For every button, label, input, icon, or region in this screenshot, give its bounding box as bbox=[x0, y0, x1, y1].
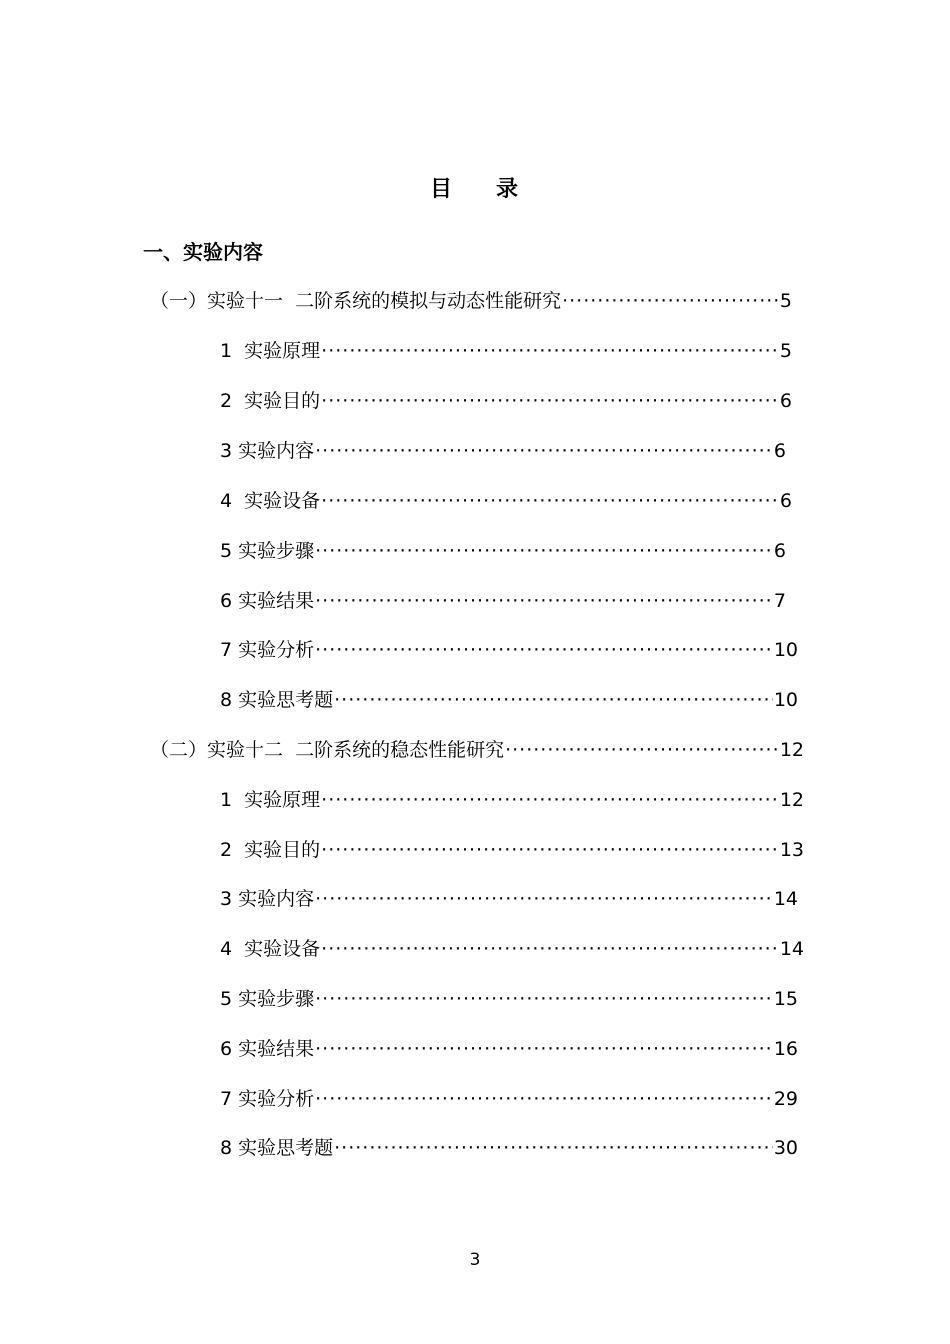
toc-leader bbox=[321, 387, 779, 415]
toc-leader bbox=[315, 885, 773, 913]
toc-leader bbox=[315, 587, 773, 615]
toc-page-number: 6 bbox=[773, 540, 786, 562]
toc-item[interactable] bbox=[220, 487, 792, 515]
toc-leader bbox=[315, 537, 773, 565]
toc-page-number: 16 bbox=[773, 1038, 798, 1060]
toc-item[interactable] bbox=[220, 337, 792, 365]
toc-item-label: 8 实验思考题 bbox=[220, 1137, 334, 1159]
toc-leader bbox=[334, 1134, 773, 1162]
toc-item[interactable] bbox=[220, 985, 798, 1013]
toc-page-number: 12 bbox=[779, 739, 804, 761]
toc-item-label: 7 实验分析 bbox=[220, 639, 315, 661]
toc-title-left: 目 bbox=[429, 177, 454, 202]
toc-leader bbox=[505, 736, 779, 764]
toc-item[interactable] bbox=[220, 587, 786, 615]
toc-item-label: 3 实验内容 bbox=[220, 888, 315, 910]
toc-page-number: 10 bbox=[773, 689, 798, 711]
toc-item-label: 2 实验目的 bbox=[220, 839, 321, 861]
toc-page-number: 5 bbox=[779, 340, 792, 362]
toc-group-label: （二）实验十二 二阶系统的稳态性能研究 bbox=[150, 739, 505, 761]
toc-leader bbox=[321, 487, 779, 515]
toc-item[interactable] bbox=[220, 1134, 798, 1162]
toc-leader bbox=[334, 686, 773, 714]
toc-page-number: 13 bbox=[779, 839, 804, 861]
toc-item-label: 6 实验结果 bbox=[220, 1038, 315, 1060]
toc-item-label: 4 实验设备 bbox=[220, 490, 321, 512]
toc-item-label: 1 实验原理 bbox=[220, 789, 321, 811]
toc-leader bbox=[321, 935, 779, 963]
toc-page-number: 15 bbox=[773, 988, 798, 1010]
toc-item-label: 2 实验目的 bbox=[220, 390, 321, 412]
toc-page-number: 14 bbox=[773, 888, 798, 910]
toc-item[interactable] bbox=[220, 686, 798, 714]
toc-item-label: 5 实验步骤 bbox=[220, 540, 315, 562]
toc-leader bbox=[315, 985, 773, 1013]
toc-page-number: 6 bbox=[779, 390, 792, 412]
toc-item[interactable] bbox=[220, 885, 798, 913]
toc-leader bbox=[315, 1035, 773, 1063]
toc-group-2[interactable] bbox=[150, 736, 804, 764]
toc-title-right: 录 bbox=[496, 177, 521, 202]
toc-item[interactable] bbox=[220, 537, 786, 565]
toc-page-number: 30 bbox=[773, 1137, 798, 1159]
toc-item-label: 8 实验思考题 bbox=[220, 689, 334, 711]
toc-leader bbox=[315, 636, 773, 664]
toc-item[interactable] bbox=[220, 387, 792, 415]
toc-group-1[interactable] bbox=[150, 287, 792, 315]
toc-page-number: 5 bbox=[779, 290, 792, 312]
toc-item[interactable] bbox=[220, 636, 798, 664]
toc-page-number: 6 bbox=[779, 490, 792, 512]
toc-leader bbox=[321, 836, 779, 864]
toc-group-label: （一）实验十一 二阶系统的模拟与动态性能研究 bbox=[150, 290, 562, 312]
toc-item[interactable] bbox=[220, 935, 804, 963]
page-number: 3 bbox=[469, 1250, 481, 1270]
toc-page-number: 10 bbox=[773, 639, 798, 661]
toc-item[interactable] bbox=[220, 1035, 798, 1063]
toc-leader bbox=[321, 786, 779, 814]
toc-item[interactable] bbox=[220, 1085, 798, 1113]
toc-leader bbox=[315, 437, 773, 465]
toc-item-label: 7 实验分析 bbox=[220, 1088, 315, 1110]
toc-page-number: 6 bbox=[773, 440, 786, 462]
toc-item[interactable] bbox=[220, 786, 804, 814]
toc-item-label: 1 实验原理 bbox=[220, 340, 321, 362]
toc-item-label: 6 实验结果 bbox=[220, 590, 315, 612]
toc-leader bbox=[321, 337, 779, 365]
toc-page-number: 14 bbox=[779, 938, 804, 960]
toc-item[interactable] bbox=[220, 836, 804, 864]
toc-page-number: 29 bbox=[773, 1088, 798, 1110]
toc-leader bbox=[315, 1085, 773, 1113]
toc-page-number: 12 bbox=[779, 789, 804, 811]
toc-item[interactable] bbox=[220, 437, 786, 465]
toc-title bbox=[0, 172, 950, 203]
toc-page-number: 7 bbox=[773, 590, 786, 612]
toc-item-label: 4 实验设备 bbox=[220, 938, 321, 960]
toc-item-label: 3 实验内容 bbox=[220, 440, 315, 462]
section-heading: 一、实验内容 bbox=[143, 240, 263, 264]
toc-item-label: 5 实验步骤 bbox=[220, 988, 315, 1010]
toc-leader bbox=[562, 287, 779, 315]
